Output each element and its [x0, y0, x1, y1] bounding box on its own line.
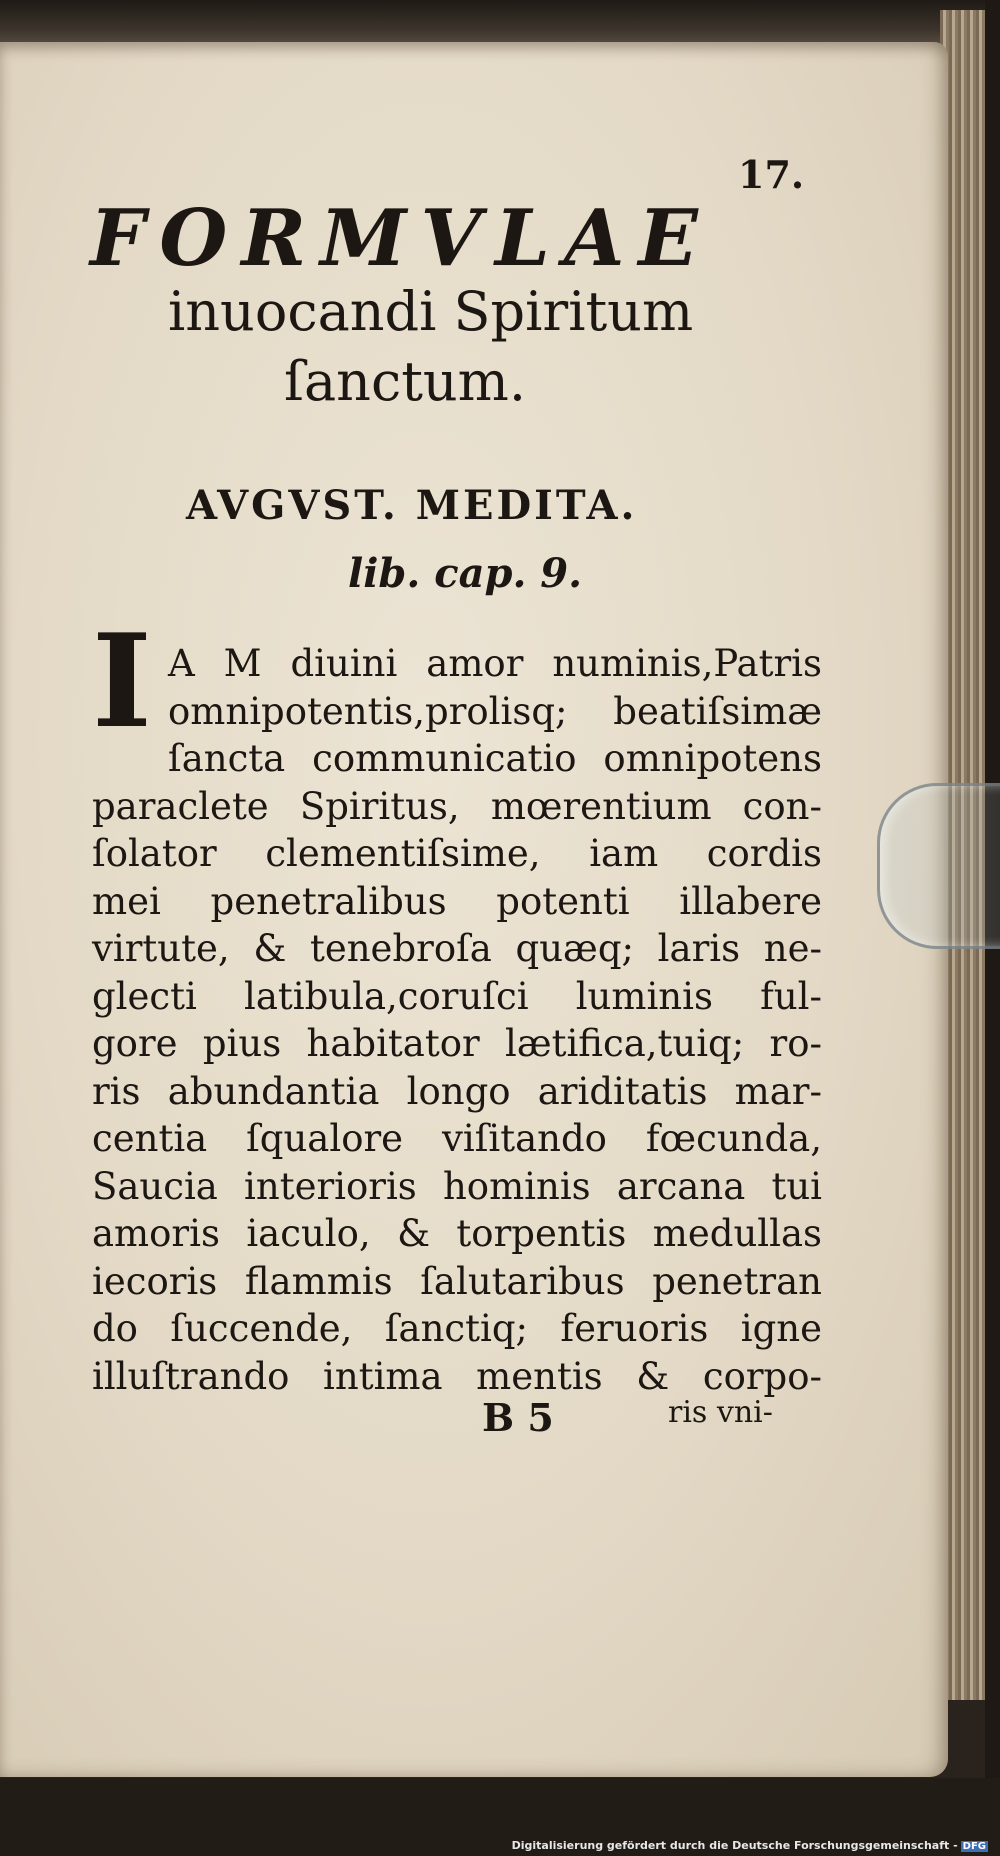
body-line: ſolator clementiſsime, iam cordis: [92, 832, 822, 875]
body-line: mei penetralibus potenti illabere: [92, 879, 822, 923]
digitization-credit: [512, 1839, 988, 1852]
dfg-logo: DFG: [962, 1841, 986, 1852]
body-line: amoris iaculo, & torpentis medullas: [92, 1212, 822, 1255]
subtitle-line-2: ſanctum.: [284, 350, 527, 413]
credit-text: Digitalisierung gefördert durch die Deutsche Forschungsgemeinschaft -: [511, 1839, 958, 1852]
body-line: centia ſqualore viſitando fœcunda,: [92, 1117, 822, 1160]
catchword: ris vni-: [668, 1395, 773, 1430]
body-line: iecoris flammis ſalutaribus penetran: [92, 1259, 822, 1303]
signature-mark: B 5: [482, 1395, 554, 1440]
body-line: virtute, & tenebroſa quæq; laris ne-: [92, 927, 822, 970]
drop-capital: I: [92, 607, 152, 757]
body-text: [92, 640, 822, 1400]
section-heading: AVGVST. MEDITA.: [186, 482, 638, 529]
page-clip: [877, 783, 1000, 949]
body-line: A M diuini amor numinis,Patris: [168, 642, 822, 685]
body-line: illuſtrando intima mentis & corpo-: [92, 1354, 822, 1398]
page-title: FORMVLAE: [90, 193, 712, 284]
body-line: Saucia interioris hominis arcana tui: [92, 1164, 822, 1208]
body-line: glecti latibula,coruſci luminis ful-: [92, 974, 822, 1018]
book-top-edge: [0, 0, 1000, 48]
body-line: paraclete Spiritus, mœrentium con-: [92, 784, 822, 828]
body-line: gore pius habitator lætifica,tuiq; ro-: [92, 1022, 822, 1065]
subtitle-line-1: inuocandi Spiritum: [168, 280, 694, 343]
body-line: omnipotentis,prolisq; beatiſsimæ: [168, 689, 822, 733]
page-number: 17.: [738, 152, 805, 197]
body-line: do ſuccende, ſanctiq; feruoris igne: [92, 1307, 822, 1350]
source-reference: lib. cap. 9.: [348, 550, 583, 597]
body-line: ris abundantia longo ariditatis mar-: [92, 1069, 822, 1113]
body-line: ſancta communicatio omnipotens: [168, 737, 822, 780]
